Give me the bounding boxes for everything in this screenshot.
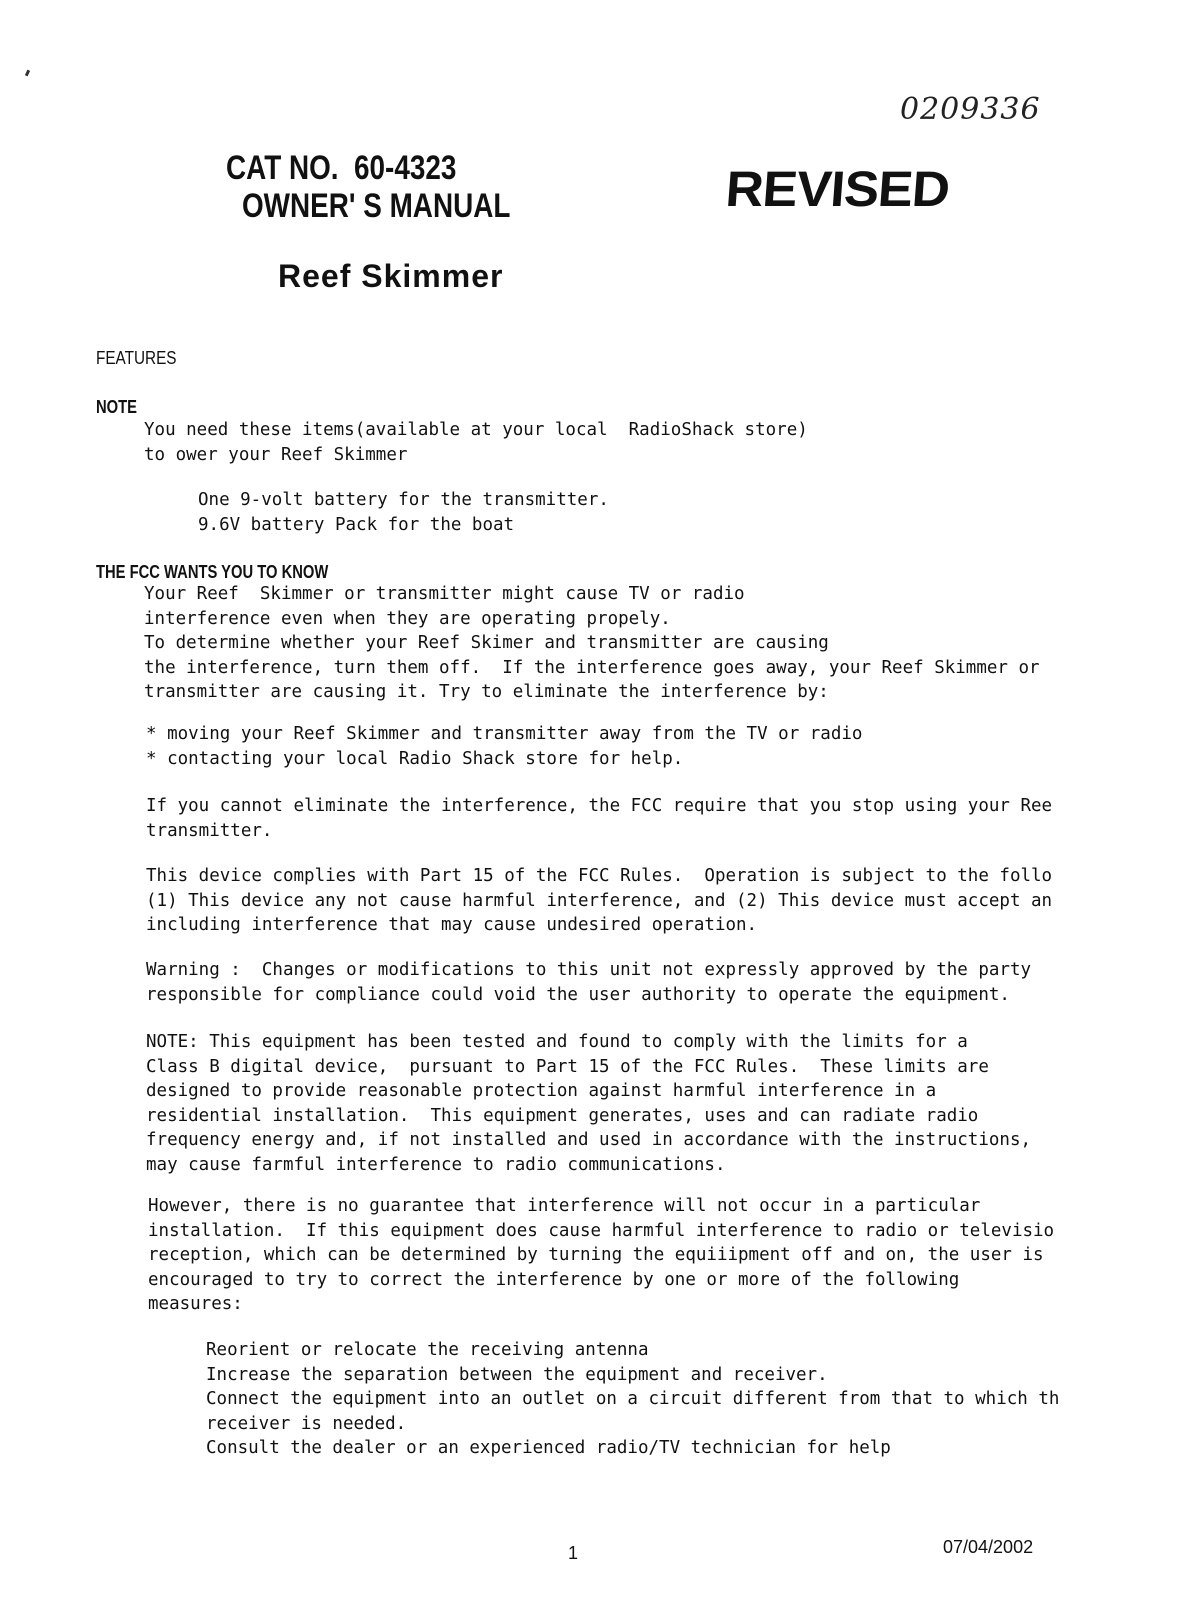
fcc-line: interference even when they are operating propely. <box>144 608 671 629</box>
fcc-no-guarantee <box>148 1194 1054 1317</box>
fcc-line: the interference, turn them off. If the interference goes away, your Reef Skimmer or <box>144 657 1040 678</box>
measure-item: Reorient or relocate the receiving antenna <box>206 1340 649 1360</box>
measure-item: receiver is needed. <box>206 1413 407 1434</box>
fcc-heading: THE FCC WANTS YOU TO KNOW <box>96 562 329 582</box>
product-title: Reef Skimmer <box>278 258 504 294</box>
cat-number: CAT NO. 60-4323 <box>226 149 457 187</box>
fcc-line: transmitter are causing it. Try to eliminate the interference by: <box>144 682 829 702</box>
measure-item: Increase the separation between the equipment and receiver. <box>206 1364 828 1385</box>
fcc-line: To determine whether your Reef Skimer and transmitter are causing <box>144 633 829 653</box>
fcc-line: Warning : Changes or modifications to this unit not expressly approved by the party <box>146 960 1032 980</box>
owners-manual-title: OWNER' S MANUAL <box>242 187 511 225</box>
note-text <box>144 418 808 467</box>
fcc-line: Class B digital device, pursuant to Part 15 of the FCC Rules. These limits are <box>146 1056 989 1077</box>
fcc-warning <box>146 958 1031 1007</box>
fcc-line: measures: <box>148 1294 243 1314</box>
fcc-line: Your Reef Skimmer or transmitter might cause TV or radio <box>144 584 745 604</box>
fcc-bullet: * moving your Reef Skimmer and transmitter away from the TV or radio <box>146 724 863 744</box>
fcc-line: designed to provide reasonable protection against harmful interference in a <box>146 1081 937 1101</box>
fcc-line: (1) This device any not cause harmful interference, and (2) This device must accept an <box>146 890 1053 911</box>
fcc-line: reception, which can be determined by turning the equiiipment off and on, the user is <box>148 1245 1044 1265</box>
fcc-bullets <box>146 722 862 771</box>
fcc-line: including interference that may cause undesired operation. <box>146 915 758 935</box>
fcc-compliance <box>146 864 1052 938</box>
fcc-bullet: * contacting your local Radio Shack store for help. <box>146 748 684 769</box>
fcc-line: residential installation. This equipment generates, uses and can radiate radio <box>146 1105 979 1126</box>
fcc-line: If you cannot eliminate the interference, the FCC require that you stop using your Ree <box>146 796 1053 816</box>
fcc-measures-list <box>206 1338 1059 1461</box>
revised-stamp: REVISED <box>723 161 952 217</box>
fcc-class-b-note <box>146 1030 1031 1177</box>
fcc-line: responsible for compliance could void the user authority to operate the equipment. <box>146 984 1010 1005</box>
fcc-line: However, there is no guarantee that interference will not occur in a particular <box>148 1196 981 1216</box>
required-items <box>198 488 609 537</box>
fcc-line: transmitter. <box>146 820 273 841</box>
fcc-line: NOTE: This equipment has been tested and found to comply with the limits for a <box>146 1032 968 1052</box>
features-heading: FEATURES <box>96 348 177 368</box>
handwritten-number: 0209336 <box>900 92 1041 127</box>
note-line: You need these items(available at your local RadioShack store) <box>144 420 808 440</box>
fcc-line: may cause farmful interference to radio communications. <box>146 1154 726 1175</box>
fcc-line: frequency energy and, if not installed and used in accordance with the instructions, <box>146 1130 1032 1150</box>
fcc-line: installation. If this equipment does cause harmful interference to radio or televisio <box>148 1220 1055 1241</box>
measure-item: Connect the equipment into an outlet on a circuit different from that to which th <box>206 1389 1060 1409</box>
footer-date: 07/04/2002 <box>943 1537 1034 1557</box>
fcc-intro <box>144 582 1040 705</box>
required-item: One 9-volt battery for the transmitter. <box>198 490 609 510</box>
page-number: 1 <box>568 1543 579 1563</box>
fcc-line: encouraged to try to correct the interference by one or more of the following <box>148 1269 960 1290</box>
scan-speck <box>25 70 30 77</box>
note-heading: NOTE <box>96 397 138 417</box>
fcc-cannot-eliminate <box>146 794 1052 843</box>
required-item: 9.6V battery Pack for the boat <box>198 514 515 535</box>
fcc-line: This device complies with Part 15 of the FCC Rules. Operation is subject to the follo <box>146 866 1053 886</box>
measure-item: Consult the dealer or an experienced radio/TV technician for help <box>206 1438 891 1458</box>
note-line: to ower your Reef Skimmer <box>144 444 408 465</box>
